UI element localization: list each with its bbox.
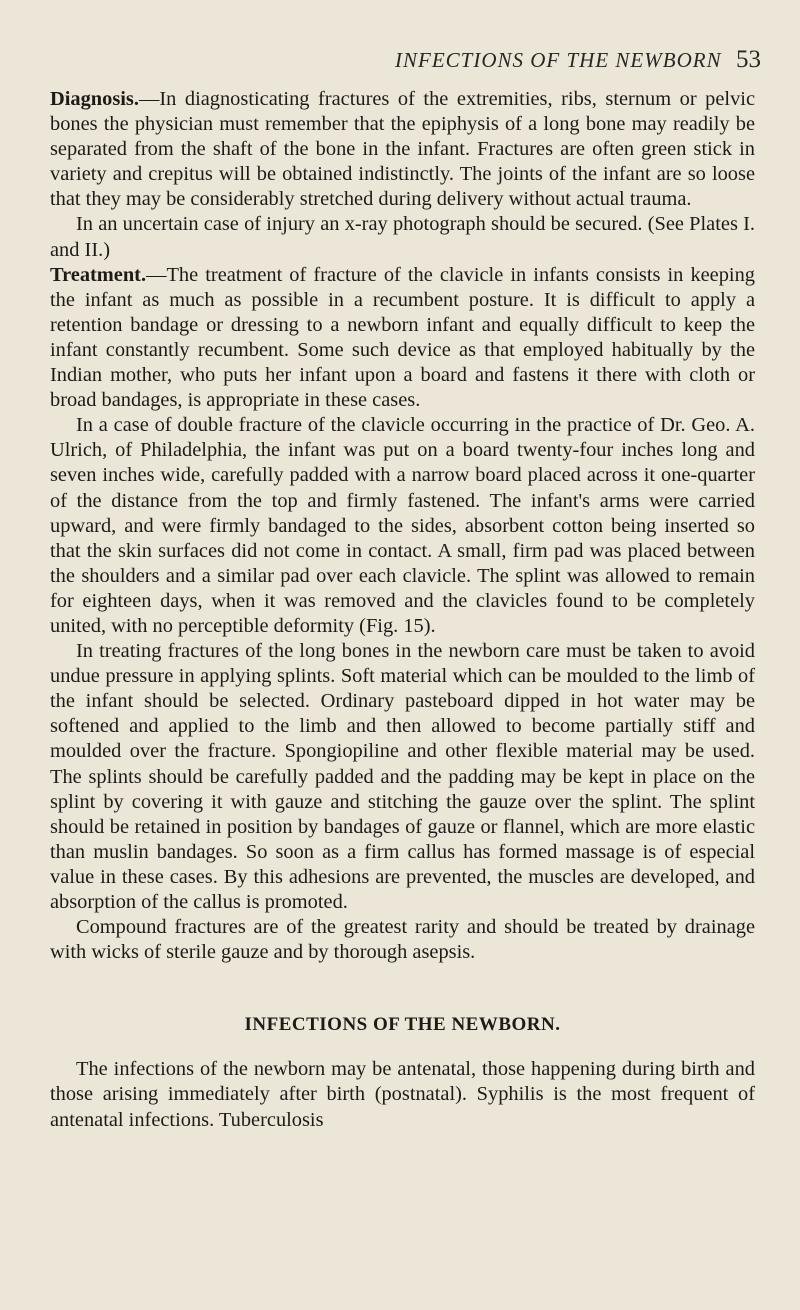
run-in-heading-diagnosis: Diagnosis. (50, 88, 139, 110)
running-head: INFECTIONS OF THE NEWBORN (395, 48, 722, 72)
paragraph-compound-fractures: Compound fractures are of the greatest rarity and should be treated by drainage with wicks of sterile gauze and by thorough asepsis. (50, 916, 755, 964)
paragraph-diagnosis (50, 87, 755, 212)
paragraph-xray: In an uncertain case of injury an x-ray photograph should be secured. (See Plates I. and II.) (50, 213, 755, 261)
page-number: 53 (736, 46, 761, 73)
treatment-text: —The treatment of fracture of the clavicle in infants consists in keeping the infant as much as possible in a recumbent posture. It is difficult to apply a retention bandage or dressing to a newborn infant and equally difficult to keep the infant constantly recumbent. Some such device as that employed habitually by the Indian mother, who puts her infant upon a board and fastens it there with cloth or broad bandages, is appropriate in these cases. (50, 263, 755, 412)
text-column (50, 87, 755, 1133)
run-in-heading-treatment: Treatment. (50, 263, 147, 286)
paragraph-treatment (50, 263, 755, 414)
paragraph-ulrich-case: In a case of double fracture of the clavicle occurring in the practice of Dr. Geo. A. Ulrich, of Philadelphia, the infant was put on a board twenty-four inches long and seven inches wide, carefully padded with a narrow board placed across it one-quarter of the distance from the top and firmly fastened. The infant's arms were carried upward, and were firmly bandaged to the sides, absorbent cotton being inserted so that the skin surfaces did not come in contact. A small, firm pad was placed between the shoulders and a similar pad over each clavicle. The splint was allowed to remain for eighteen days, when it was removed and the clavicles found to be completely united, with no perceptible deformity (Fig. 15). (50, 414, 755, 637)
section-heading: INFECTIONS OF THE NEWBORN. (244, 1014, 561, 1036)
paragraph-infections: The infections of the newborn may be antenatal, those happening during birth and those arising immediately after birth (postnatal). Syphilis is the most frequent of antenatal infections. Tuberculosis (50, 1058, 755, 1131)
paragraph-long-bones: In treating fractures of the long bones in the newborn care must be taken to avoid undue pressure in applying splints. Soft material which can be moulded to the limb of the infant should be selected. Ordinary pasteboard dipped in hot water may be softened and applied to the limb and then allowed to become partially stiff and moulded over the fracture. Spongiopiline and other flexible material may be used. The splints should be carefully padded and the padding may be kept in place on the splint by covering it with gauze and stitching the gauze over the splint. The splint should be retained in position by bandages of gauze or flannel, which are more elastic than muslin bandages. So soon as a firm callus has formed massage is of especial value in these cases. By this adhesions are prevented, the muscles are developed, and absorption of the callus is promoted. (50, 640, 755, 913)
diagnosis-text: —In diagnosticating fractures of the extremities, ribs, sternum or pelvic bones the physician must remember that the epiphysis of a long bone may readily be separated from the shaft of the bone in the infant. Fractures are often green stick in variety and crepitus will be obtained indistinctly. The joints of the infant are so loose that they may be considerably stretched during delivery without actual trauma. (50, 88, 755, 211)
